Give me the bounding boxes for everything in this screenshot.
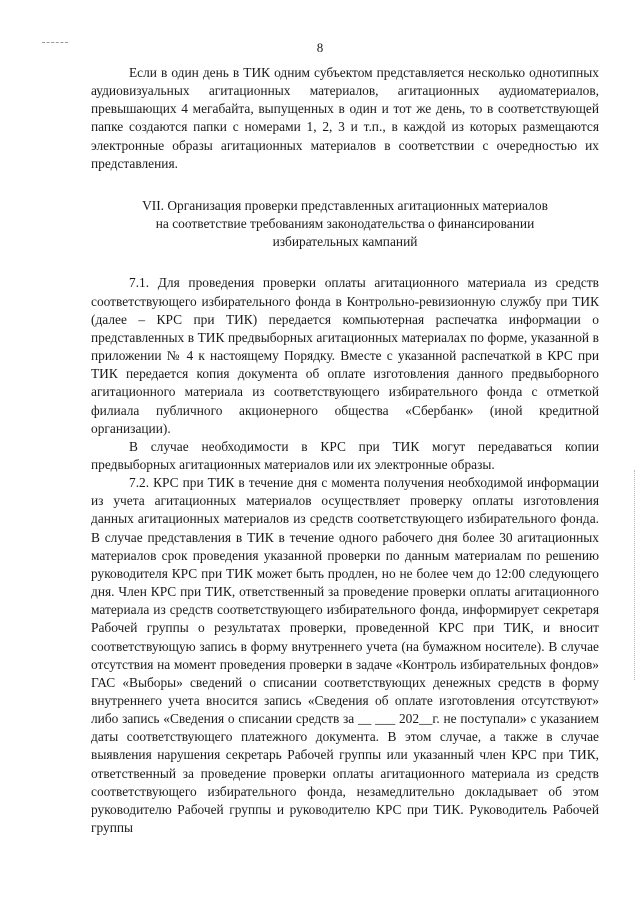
section-heading-line: на соответствие требованиям законодательства о финансировании (155, 216, 535, 232)
paragraph-copies-transfer: В случае необходимости в КРС при ТИК могут передаваться копии предвыборных агитационных материалов или их электронные образы. (91, 438, 599, 472)
paragraph-packages-numbering: Если в один день в ТИК одним субъектом представляется несколько однотипных аудиовизуальных агитационных материалов, агитационных аудиоматериалов, превышающих 4 мегабайта, выпущенных в один и тот же день, то в соответствующей папке создаются папки с номерами 1, 2, 3 и т.п., в каждой из которых размещаются электронные образы агитационных материалов в соответствии с очередностью их представления. (91, 65, 599, 171)
scan-edge-artifact (634, 470, 636, 680)
paragraph-7-2: 7.2. КРС при ТИК в течение дня с момента получения необходимой информации из учета агитационных материалов осуществляет проверку оплаты изготовления данных агитационных материалов из средств соответствующего избирательного фонда. В случае представления в ТИК в течение одного рабочего дня более 30 агитационных материалов срок проведения указанной проверки по данным материалам по решению руководителя КРС при ТИК может быть продлен, но не более чем до 12:00 следующего дня. Член КРС при ТИК, ответственный за проведение проверки оплаты агитационного материала из средств соответствующего избирательного фонда, информирует секретаря Рабочей группы о результатах проверки, проведенной КРС при ТИК, и вносит соответствующую запись в форму внутреннего учета (на бумажном носителе). В случае отсутствия на момент проведения проверки в задаче «Контроль избирательных фондов» ГАС «Выборы» сведений о списании соответствующих денежных средств в форму внутреннего учета вносится запись «Сведения об оплате изготовления отсутствуют» либо запись «Сведения о списании средств за __ ___ 202__г. не поступали» с указанием даты соответствующего платежного документа. В этом случае, а также в случае выявления нарушения секретарь Рабочей группы или указанный член КРС при ТИК, ответственный за проведение проверки оплаты агитационного материала из средств соответствующего избирательного фонда, незамедлительно докладывает об этом руководителю Рабочей группы и руководителю КРС при ТИК. Руководитель Рабочей группы (91, 475, 599, 836)
section-heading-vii (91, 197, 599, 251)
section-heading-line: VII. Организация проверки представленных агитационных материалов (142, 197, 548, 213)
page-number: 8 (316, 40, 324, 55)
section-heading-line: избирательных кампаний (272, 234, 418, 250)
document-body (91, 64, 599, 837)
paragraph-7-1: 7.1. Для проведения проверки оплаты агитационного материала из средств соответствующего избирательного фонда в Контрольно-ревизионную службу при ТИК (далее – КРС при ТИК) передается компьютерная распечатка информации о представленных в ТИК предвыборных агитационных материалах по форме, указанной в приложении № 4 к настоящему Порядку. Вместе с указанной распечаткой в КРС при ТИК передается копия документа об оплате изготовления данного предвыборного агитационного материала из соответствующего избирательного фонда с отметкой филиала публичного акционерного общества «Сбербанк» (иной кредитной организации). (91, 275, 599, 436)
